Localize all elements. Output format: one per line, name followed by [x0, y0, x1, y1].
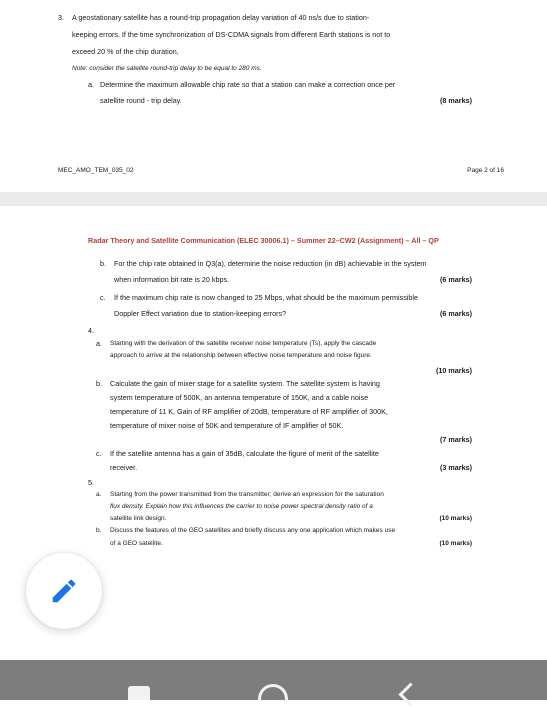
back-button[interactable]	[398, 682, 422, 706]
question-4a-line-2: approach to arrive at the relationship between effective noise temperature and noise figure.	[110, 352, 372, 359]
page-header-title: Radar Theory and Satellite Communication (ELEC 30006.1) – Summer 22–CW2 (Assignment) – All – QP	[88, 236, 439, 245]
question-3-note: Note: consider the satellite round-trip delay to be equal to 280 ms.	[72, 65, 262, 72]
question-5b-line-1: Discuss the features of the GEO satellites and briefly discuss any one application which makes use	[110, 527, 396, 534]
footer-page-number: Page 2 of 16	[467, 167, 504, 174]
footer-document-code: MEC_AMO_TEM_035_02	[58, 167, 134, 174]
question-3a-marks: (8 marks)	[440, 96, 472, 105]
question-3-number: 3.	[58, 13, 64, 22]
question-3a-line-2: satellite round - trip delay.	[100, 96, 182, 105]
question-4b-marks: (7 marks)	[440, 435, 472, 444]
question-3b-label: b.	[100, 259, 106, 268]
question-3c-line-1: If the maximum chip rate is now changed to 25 Mbps, what should be the maximum permissible	[114, 293, 419, 302]
question-4b-line-4: temperature of mixer noise of 50K and temperature of IF amplifier of 50K.	[110, 421, 344, 430]
question-3a-label: a.	[88, 80, 94, 89]
home-button[interactable]	[258, 684, 288, 700]
page-separator	[0, 192, 547, 206]
question-4a-label: a.	[96, 339, 102, 348]
system-navigation-bar	[0, 660, 547, 700]
question-4c-line-2: receiver.	[110, 463, 138, 472]
question-5a-line-3: satellite link design.	[110, 515, 167, 522]
edit-fab-button[interactable]	[26, 553, 102, 629]
question-4-number: 4.	[88, 326, 94, 335]
question-4b-label: b.	[96, 379, 102, 388]
question-3-line-2: keeping errors. If the time synchronization of DS-CDMA signals from different Earth stations is not to	[72, 30, 391, 39]
question-5a-label: a.	[96, 491, 102, 498]
question-4c-line-1: If the satellite antenna has a gain of 35dB, calculate the figure of merit of the satellite	[110, 449, 379, 458]
question-4b-line-1: Calculate the gain of mixer stage for a satellite system. The satellite system is having	[110, 379, 380, 388]
question-5a-line-1: Starting from the power transmitted from the transmitter; derive an expression for the saturation	[110, 491, 384, 498]
question-3b-line-1: For the chip rate obtained in Q3(a), determine the noise reduction (in dB) achievable in the system	[114, 259, 427, 268]
question-4a-line-1: Starting with the derivation of the satellite receiver noise temperature (Ts), apply the cascade	[110, 340, 377, 347]
question-3c-line-2: Doppler Effect variation due to station-keeping errors?	[114, 309, 287, 318]
question-3-line-1: A geostationary satellite has a round-trip propagation delay variation of 40 ns/s due to station-	[72, 13, 370, 22]
question-5b-label: b.	[96, 527, 102, 534]
question-5-number: 5.	[88, 478, 94, 487]
question-4b-line-2: system temperature of 500K, an antenna temperature of 150K, and a cable noise	[110, 393, 369, 402]
question-5b-line-2: of a GEO satellite.	[110, 540, 163, 547]
pencil-icon	[49, 576, 79, 606]
question-3b-marks: (6 marks)	[440, 275, 472, 284]
recent-apps-button[interactable]	[128, 686, 150, 700]
question-5a-marks: (10 marks)	[439, 515, 472, 522]
question-5b-marks: (10 marks)	[439, 540, 472, 547]
question-4c-label: c.	[96, 449, 102, 458]
question-4b-line-3: temperature of 11 K, Gain of RF amplifier of 20dB, temperature of RF amplifier of 300K,	[110, 407, 388, 416]
question-4c-marks: (3 marks)	[440, 463, 472, 472]
question-3c-marks: (6 marks)	[440, 309, 472, 318]
question-3a-line-1: Determine the maximum allowable chip rate so that a station can make a correction once per	[100, 80, 396, 89]
question-4a-marks: (10 marks)	[436, 366, 472, 375]
question-5a-line-2: flux density. Explain how this influences the carrier to noise power spectral density ratio of a	[110, 503, 373, 510]
question-3-line-3: exceed 20 % of the chip duration,	[72, 47, 179, 56]
question-3b-line-2: when information bit rate is 20 kbps.	[114, 275, 230, 284]
document-page-upper	[0, 0, 547, 192]
question-3c-label: c.	[100, 293, 106, 302]
